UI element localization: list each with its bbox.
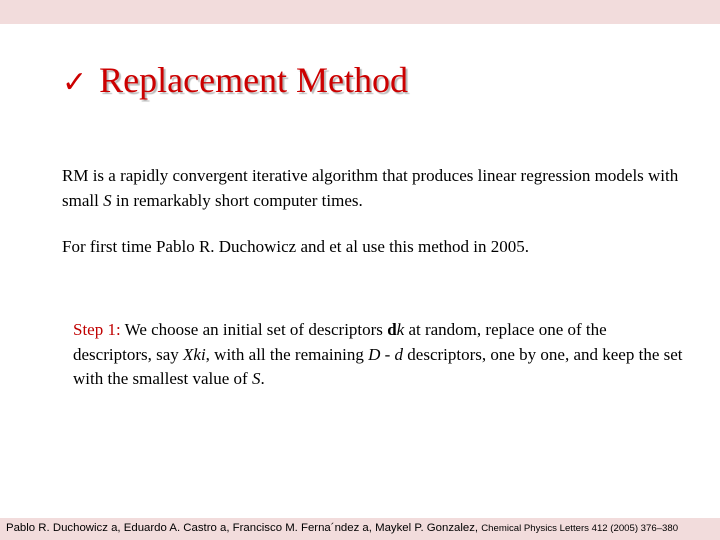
citation-journal: Chemical Physics Letters 412 (2005) 376–380 <box>481 523 679 534</box>
step-1-k-symbol: k <box>396 320 405 339</box>
history-paragraph: For first time Pablo R. Duchowicz and et al use this method in 2005. <box>62 237 529 256</box>
citation <box>6 520 678 537</box>
step-1-s-symbol: S <box>251 369 261 388</box>
intro-paragraph <box>62 163 692 213</box>
step-1-paragraph <box>73 318 688 392</box>
step-1-text-3: , with all the remaining <box>205 344 369 364</box>
intro-text-2: in remarkably short computer times. <box>111 191 363 210</box>
intro-text-1: RM is a rapidly convergent iterative algorithm that produces linear regression models with small <box>62 166 679 210</box>
slide-title: Replacement Method <box>99 60 409 100</box>
step-1-text-6: . <box>260 369 265 388</box>
step-1-text-5: descriptors, one by one, and keep the set with the smallest value of <box>73 344 683 388</box>
step-1-label: Step 1: <box>73 320 121 339</box>
step-1-text-2: at random, replace one of the descriptors, say <box>73 320 607 364</box>
top-band <box>0 0 720 24</box>
citation-authors: Pablo R. Duchowicz a, Eduardo A. Castro a, Francisco M. Ferna´ndez a, Maykel P. Gonzalez, <box>6 522 482 534</box>
step-1-d-symbol: d <box>387 320 397 339</box>
step-1-text-1: We choose an initial set of descriptors <box>120 320 388 339</box>
intro-s-symbol: S <box>103 191 112 210</box>
step-1-xki-symbol: Xki <box>183 344 206 364</box>
step-1-D-symbol: D <box>368 344 381 364</box>
step-1-d2-symbol: d <box>394 344 404 364</box>
title-row <box>62 62 408 98</box>
checkmark-icon: ✓ <box>62 65 88 100</box>
step-1-text-4: - <box>380 344 395 364</box>
